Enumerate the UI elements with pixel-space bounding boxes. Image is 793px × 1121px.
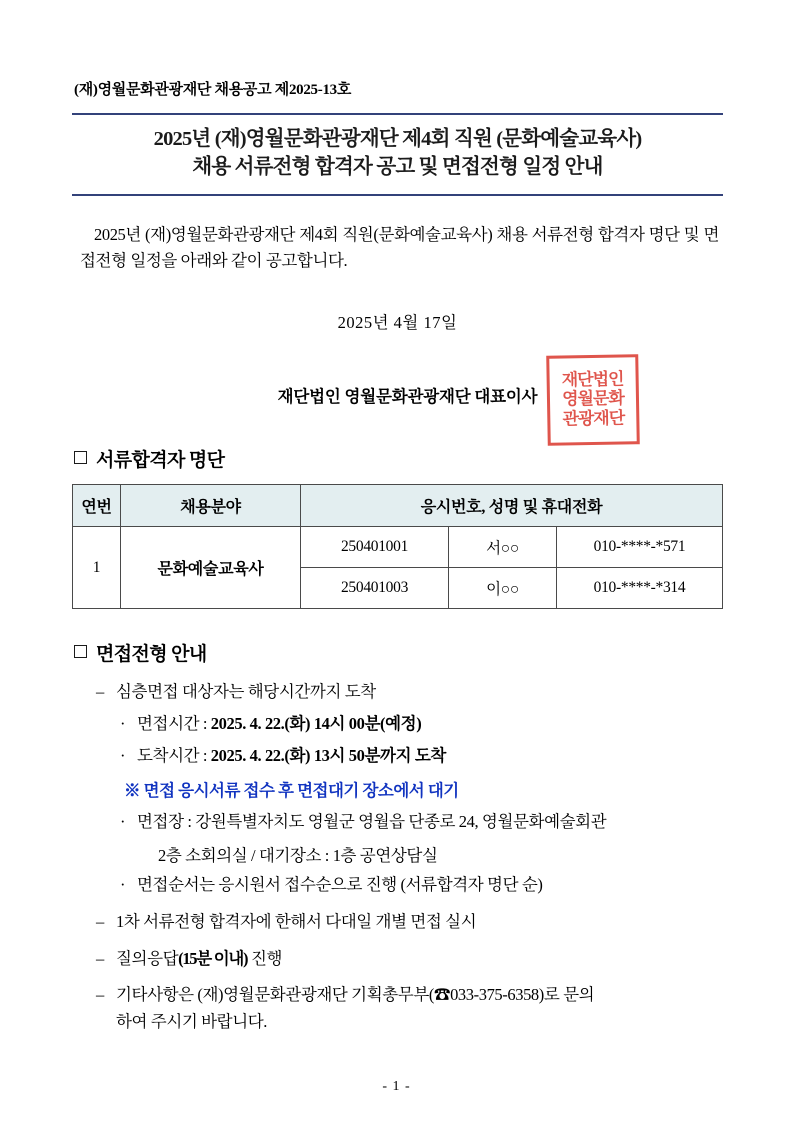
checkbox-square-icon bbox=[74, 451, 87, 464]
official-seal-stamp bbox=[546, 354, 640, 446]
intro-paragraph: 2025년 (재)영월문화관광재단 제4회 직원(문화예술교육사) 채용 서류전형 합격자 명단 및 면접전형 일정을 아래와 같이 공고합니다. bbox=[80, 224, 719, 271]
signer-name: 재단법인 영월문화관광재단 대표이사 bbox=[277, 387, 538, 406]
dash-marker-icon: – bbox=[96, 948, 104, 968]
arrival-time-value: 2025. 4. 22.(화) 13시 50분까지 도착 bbox=[210, 745, 446, 765]
document-title-line-1: 2025년 (재)영월문화관광재단 제4회 직원 (문화예술교육사) bbox=[153, 128, 642, 150]
table-header-row bbox=[73, 485, 723, 527]
table-col-field: 채용분야 bbox=[121, 485, 301, 527]
cell-no: 1 bbox=[73, 527, 121, 609]
guide-item-place bbox=[120, 810, 723, 835]
bullet-dot-icon: · bbox=[120, 713, 126, 733]
interview-guide-body bbox=[72, 680, 723, 1035]
page-number: - 1 - bbox=[382, 1079, 411, 1094]
cell-field: 문화예술교육사 bbox=[121, 527, 301, 609]
cell-code: 250401003 bbox=[301, 568, 449, 609]
dash-marker-icon: – bbox=[96, 985, 104, 1005]
document-title-line-2: 채용 서류전형 합격자 공고 및 면접전형 일정 안내 bbox=[192, 156, 603, 179]
cell-name: 이○○ bbox=[449, 568, 557, 609]
bullet-dot-icon: · bbox=[120, 812, 126, 832]
section-heading-interview bbox=[74, 639, 723, 666]
cell-code: 250401001 bbox=[301, 527, 449, 568]
document-title-block bbox=[72, 113, 723, 196]
issue-date: 2025년 4월 17일 bbox=[337, 313, 458, 332]
interview-time-label: 면접시간 : bbox=[137, 713, 211, 733]
qa-label-pre: 질의응답 bbox=[116, 948, 179, 968]
cell-phone: 010-****-*314 bbox=[557, 568, 723, 609]
table-col-no: 연번 bbox=[73, 485, 121, 527]
guide-item-arrival-label: 심층면접 대상자는 해당시간까지 도착 bbox=[116, 682, 376, 701]
dash-marker-icon: – bbox=[96, 911, 104, 931]
section-heading-interview-label: 면접전형 안내 bbox=[96, 644, 207, 665]
guide-item-individual-interview-label: 1차 서류전형 합격자에 한해서 다대일 개별 면접 실시 bbox=[116, 911, 477, 931]
contact-line-2: 하여 주시기 바랍니다. bbox=[116, 1012, 268, 1031]
stamp-line-2: 영월문화 bbox=[561, 388, 625, 411]
pass-list-table bbox=[72, 484, 723, 609]
dash-marker-icon: – bbox=[96, 682, 104, 701]
guide-item-contact bbox=[96, 983, 723, 1035]
section-heading-pass-list bbox=[74, 445, 723, 472]
cell-name: 서○○ bbox=[449, 527, 557, 568]
bullet-dot-icon: · bbox=[120, 875, 126, 894]
stamp-line-3: 관광재단 bbox=[562, 407, 625, 430]
guide-item-arrival bbox=[96, 680, 723, 705]
interview-notice: ※ 면접 응시서류 접수 후 면접대기 장소에서 대기 bbox=[124, 781, 459, 801]
guide-item-interview-time bbox=[120, 712, 723, 737]
section-heading-pass-list-label: 서류합격자 명단 bbox=[96, 450, 225, 471]
guide-item-individual-interview bbox=[96, 910, 723, 935]
guide-item-order bbox=[120, 873, 723, 898]
table-row bbox=[73, 527, 723, 568]
contact-line-1: 기타사항은 (재)영월문화관광재단 기획총무부(☎033-375-6358)로 문의 bbox=[116, 985, 595, 1005]
guide-item-arrival-time bbox=[120, 744, 723, 769]
interview-time-value: 2025. 4. 22.(화) 14시 00분(예정) bbox=[210, 713, 422, 733]
interview-order: 면접순서는 응시원서 접수순으로 진행 (서류합격자 명단 순) bbox=[137, 875, 543, 894]
signature-row bbox=[72, 355, 723, 429]
guide-item-qa bbox=[96, 947, 723, 972]
stamp-line-1: 재단법인 bbox=[561, 369, 624, 391]
arrival-time-label: 도착시간 : bbox=[137, 745, 211, 765]
table-col-applicant-info: 응시번호, 성명 및 휴대전화 bbox=[301, 485, 723, 527]
cell-phone: 010-****-*571 bbox=[557, 527, 723, 568]
document-number: (재)영월문화관광재단 채용공고 제2025-13호 bbox=[74, 82, 352, 98]
checkbox-square-icon bbox=[74, 645, 87, 658]
bullet-dot-icon: · bbox=[120, 745, 126, 765]
interview-place: 면접장 : 강원특별자치도 영월군 영월읍 단종로 24, 영월문화예술회관 bbox=[137, 812, 607, 832]
interview-place-detail: 2층 소회의실 / 대기장소 : 1층 공연상담실 bbox=[158, 846, 438, 865]
qa-label-post: 진행 bbox=[250, 948, 283, 968]
qa-duration: (15분 이내) bbox=[178, 948, 248, 968]
